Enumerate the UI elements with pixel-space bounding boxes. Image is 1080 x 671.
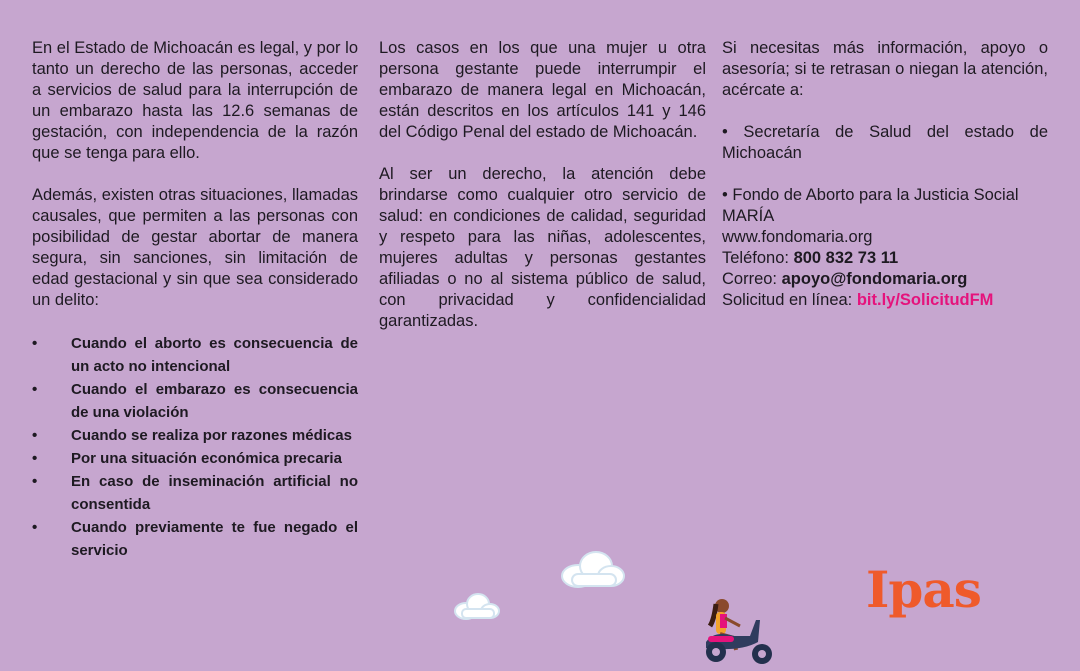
list-item: • Cuando el aborto es consecuencia de un acto no intencional bbox=[32, 332, 358, 378]
list-item: • En caso de inseminación artificial no consentida bbox=[32, 470, 358, 516]
contact-intro: Si necesitas más información, apoyo o asesoría; si te retrasan o niegan la atención, acércate a: bbox=[722, 39, 1048, 99]
phone-number[interactable]: 800 832 73 11 bbox=[793, 249, 899, 267]
column-contact-info bbox=[722, 38, 1048, 311]
phone-line bbox=[722, 248, 1048, 269]
email-label: Correo: bbox=[722, 270, 782, 288]
list-item: • Cuando se realiza por razones médicas bbox=[32, 424, 358, 447]
legal-paragraph: En el Estado de Michoacán es legal, y por lo tanto un derecho de las personas, acceder a servicios de salud para la interrupción de un embarazo hasta las 12.6 semanas de gestación, con independencia de la razón que se tenga para ello. bbox=[32, 39, 358, 162]
email-line bbox=[722, 269, 1048, 290]
request-label: Solicitud en línea: bbox=[722, 291, 857, 309]
fondo-name: • Fondo de Aborto para la Justicia Social MARÍA bbox=[722, 186, 1019, 225]
fondo-contact bbox=[722, 185, 1048, 311]
column-rights-info bbox=[379, 38, 706, 353]
ipas-logo: Ipas bbox=[866, 560, 981, 619]
phone-label: Teléfono: bbox=[722, 249, 794, 267]
cloud-icon bbox=[558, 548, 628, 590]
list-item: • Cuando el embarazo es consecuencia de una violación bbox=[32, 378, 358, 424]
list-item: • Cuando previamente te fue negado el servicio bbox=[32, 516, 358, 562]
column-legal-info bbox=[32, 38, 358, 562]
causales-paragraph: Además, existen otras situaciones, llamadas causales, que permiten a las personas con posibilidad de gestar abortar de manera segura, sin sanciones, sin limitación de edad gestacional y sin que sea considerado un delito: bbox=[32, 186, 358, 309]
cloud-icon bbox=[452, 591, 502, 621]
email-link[interactable]: apoyo@fondomaria.org bbox=[781, 270, 968, 288]
request-line bbox=[722, 290, 1048, 311]
cases-paragraph: Los casos en los que una mujer u otra persona gestante puede interrumpir el embarazo de manera legal en Michoacán, están descritos en los artículos 141 y 146 del Código Penal del estado de Michoacán. bbox=[379, 39, 706, 141]
causales-list bbox=[32, 332, 358, 562]
website-link[interactable]: www.fondomaria.org bbox=[722, 228, 873, 246]
secretaria-item: • Secretaría de Salud del estado de Michoacán bbox=[722, 123, 1048, 162]
rights-paragraph: Al ser un derecho, la atención debe brindarse como cualquier otro servicio de salud: en condiciones de calidad, seguridad y respeto para las niñas, adolescentes, mujeres adultas y personas gestantes afiliadas o no al sistema público de salud, con privacidad y confidencialidad garantizadas. bbox=[379, 165, 706, 330]
scooter-rider-icon bbox=[700, 590, 784, 670]
request-link[interactable]: bit.ly/SolicitudFM bbox=[856, 291, 994, 309]
list-item: • Por una situación económica precaria bbox=[32, 447, 358, 470]
